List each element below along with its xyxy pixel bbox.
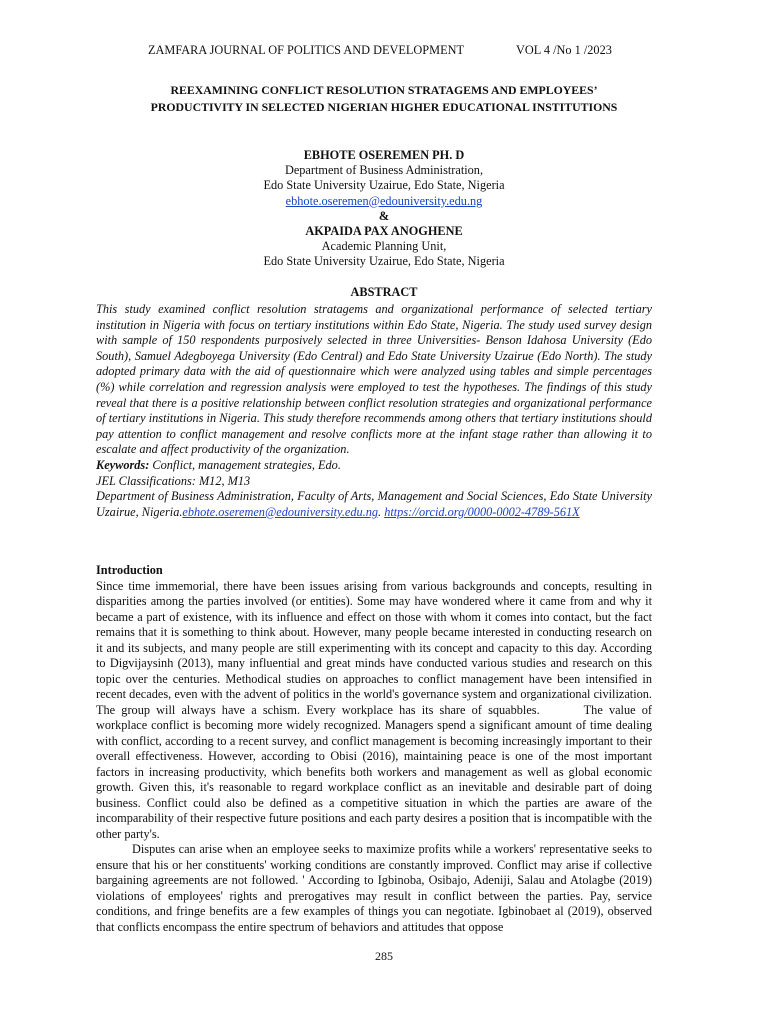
- author-2-univ: Edo State University Uzairue, Edo State, Nigeria: [263, 254, 505, 269]
- abstract-heading: ABSTRACT: [350, 285, 418, 299]
- orcid-link[interactable]: https://orcid.org/0000-0002-4789-561X: [384, 504, 580, 519]
- author-separator: &: [378, 208, 390, 223]
- author-1-name: EBHOTE OSEREMEN PH. D: [303, 148, 465, 162]
- abstract-text: This study examined conflict resolution stratagems and organizational performance of selected tertiary institution in Nigeria with focus on tertiary institutions within Edo State, Nigeria. The study used survey design with sample of 150 respondents purposively selected in three Universities- Benson Idahosa University (Edo South), Samuel Adegboyega University (Edo Central) and Edo State University Uzairue (Edo North). The study adopted primary data with the aid of questionnaire which were analyzed using tables and simple percentages (%) while correlation and regression analysis were employed to test the hypotheses. The findings of this study reveal that there is a positive relationship between conflict resolution strategies and organizational performance of tertiary institutions in Nigeria. This study therefore recommends among others that tertiary institutions should pay attention to conflict management and resolve conflicts more at the infant stage rather than allowing it to escalate and affect productivity of the organization.: [96, 302, 652, 457]
- author-1-email-link[interactable]: ebhote.oseremen@edouniversity.edu.ng: [285, 193, 483, 208]
- author-1-dept: Department of Business Administration,: [284, 163, 484, 178]
- author-block: [96, 148, 672, 270]
- keywords-value: Conflict, management strategies, Edo.: [149, 457, 341, 472]
- keywords-line: [96, 458, 652, 474]
- intro-paragraph-1a: Since time immemorial, there have been issues arising from various backgrounds and concepts, resulting in disparities among the parties involved (or entities). Some may have wondered where it came from and why it became a part of existence, with its influence and effect on those with whom it comes into contact, but the fact remains that it is something to think about. However, many people became interested in conducting research on it and its subjects, and many people are still experimenting with its concept and capacity to this day. According to Digvijaysinh (2013), many influential and great minds have conducted various studies and research on this topic over the centuries. Methodical studies on approaches to conflict management have been intensified in recent decades, even with the advent of politics in the world's governance system and organizational civilization. The group will always have a schism. Every workplace has its share of squabbles.: [96, 578, 652, 717]
- abstract-section: [96, 302, 652, 520]
- title-line-1: REEXAMINING CONFLICT RESOLUTION STRATAGEMS AND EMPLOYEES’: [170, 83, 598, 97]
- keywords-label: Keywords:: [96, 457, 150, 472]
- author-1-univ: Edo State University Uzairue, Edo State, Nigeria: [263, 178, 505, 193]
- affiliation-separator: .: [378, 504, 385, 519]
- intro-paragraph-1: [96, 579, 652, 843]
- volume-info: VOL 4 /No 1 /2023: [516, 43, 612, 57]
- author-2-dept: Academic Planning Unit,: [321, 239, 447, 254]
- journal-name: ZAMFARA JOURNAL OF POLITICS AND DEVELOPMENT: [148, 43, 464, 57]
- affiliation-note: [96, 489, 652, 520]
- intro-paragraph-2: Disputes can arise when an employee seeks to maximize profits while a workers' representative seeks to ensure that his or her constituents' working conditions are constantly improved. Conflict may arise if collective bargaining agreements are not followed. ' According to Igbinoba, Osibajo, Adeniji, Salau and Atolagbe (2019) violations of employees' rights and prerogatives may result in conflict between the parties. Pay, service conditions, and fringe benefits are a few examples of things you can negotiate. Igbinobaet al (2019), observed that conflicts encompass the entire spectrum of behaviors and attitudes that oppose: [96, 842, 652, 934]
- affiliation-email-link[interactable]: ebhote.oseremen@edouniversity.edu.ng: [182, 504, 379, 519]
- introduction-section: [96, 563, 652, 935]
- author-2-name: AKPAIDA PAX ANOGHENE: [305, 224, 463, 239]
- page-number: 285: [375, 949, 393, 963]
- introduction-heading: Introduction: [96, 563, 163, 577]
- title-line-2: PRODUCTIVITY IN SELECTED NIGERIAN HIGHER EDUCATIONAL INSTITUTIONS: [150, 100, 618, 114]
- running-header: [148, 43, 648, 58]
- jel-classifications: JEL Classifications: M12, M13: [96, 473, 251, 488]
- affiliation-text: Department of Business Administration, Faculty of Arts, Management and Social Sciences, Edo State University Uzairue, Nigeria.: [96, 489, 652, 519]
- paper-title: [96, 82, 672, 116]
- intro-paragraph-1b: The value of workplace conflict is becoming more widely recognized. Managers spend a significant amount of time dealing with conflict, according to a recent survey, and conflict management is becoming increasingly important to their overall effectiveness. However, according to Obisi (2016), maintaining peace is one of the most important factors in increasing productivity, which benefits both workers and management as well as global economic growth. Given this, it's reasonable to regard workplace conflict as an inevitable and desirable part of doing business. Conflict could also be defined as a competitive situation in which the parties are aware of the incomparability of their respective future positions and each party desires a position that is incompatible with the other party's.: [96, 702, 653, 841]
